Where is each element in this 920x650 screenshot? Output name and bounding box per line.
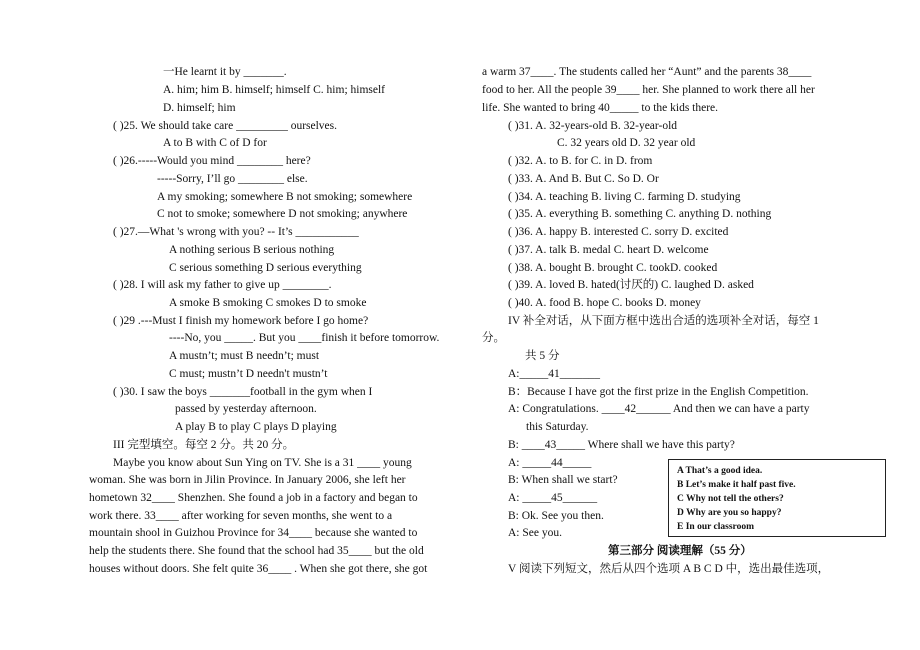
option-c: C Why not tell the others? — [677, 494, 784, 504]
option-d: D Why are you so happy? — [677, 508, 782, 518]
section-iii-heading: III 完型填空。每空 2 分。共 20 分。 — [113, 439, 295, 451]
option-b: B Let’s make it half past five. — [677, 480, 796, 490]
passage-line-3: hometown 32____ Shenzhen. She found a job in a factory and began to — [89, 492, 418, 504]
passage-line-9: food to her. All the people 39____ her. She planned to work there all her — [482, 84, 815, 96]
section-iv-heading: IV 补全对话，从下面方框中选出合适的选项补全对话，每空 1 — [508, 315, 819, 327]
dialog-line-41: A:_____41_______ — [508, 368, 600, 380]
q26-options-cd: C not to smoke; somewhere D not smoking; anywhere — [157, 208, 408, 220]
q29-options-cd: C must; mustn’t D needn't mustn’t — [169, 368, 328, 380]
q40-options: ( )40. A. food B. hope C. books D. money — [508, 297, 701, 309]
q30-options: A play B to play C plays D playing — [175, 421, 337, 433]
q31-options-cd: C. 32 years old D. 32 year old — [557, 137, 696, 149]
passage-line-7: houses without doors. She felt quite 36____ . When she got there, she got — [89, 563, 428, 575]
q28-question: ( )28. I will ask my father to give up ________. — [113, 279, 332, 291]
q25-options: A to B with C of D for — [163, 137, 267, 149]
q26-options-ab: A my smoking; somewhere B not smoking; somewhere — [157, 191, 413, 203]
q31-options-ab: ( )31. A. 32-years-old B. 32-year-old — [508, 120, 678, 132]
q24-options-abc: A. him; him B. himself; himself C. him; himself — [163, 84, 386, 96]
section-iv-heading-cont: 分。 — [482, 332, 505, 344]
dialog-line-45: A: _____45______ — [508, 492, 598, 504]
section-iv-points: 共 5 分 — [525, 350, 560, 362]
dialog-line-44: A: _____44_____ — [508, 457, 592, 469]
q34-options: ( )34. A. teaching B. living C. farming D. studying — [508, 191, 741, 203]
passage-line-5: mountain shool in Guizhou Province for 34____ because she wanted to — [89, 527, 418, 539]
passage-line-4: work there. 33____ after working for seven months, she went to a — [89, 510, 393, 522]
q32-options: ( )32. A. to B. for C. in D. from — [508, 155, 653, 167]
dialog-line-b1: B：Because I have got the first prize in the English Competition. — [508, 386, 809, 398]
passage-line-6: help the students there. She found that the school had 35____ but the old — [89, 545, 424, 557]
dialog-options-box — [668, 459, 886, 537]
q38-options: ( )38. A. bought B. brought C. tookD. cooked — [508, 262, 718, 274]
q29-options-ab: A mustn’t; must B needn’t; must — [169, 350, 320, 362]
q27-options-ab: A nothing serious B serious nothing — [169, 244, 335, 256]
q27-question: ( )27.—What 's wrong with you? -- It’s ___________ — [113, 226, 359, 238]
q30-question: ( )30. I saw the boys _______football in the gym when I — [113, 386, 373, 398]
option-a: A That’s a good idea. — [677, 466, 763, 476]
q28-options: A smoke B smoking C smokes D to smoke — [169, 297, 367, 309]
q24-option-d: D. himself; him — [163, 102, 236, 114]
q26-question: ( )26.-----Would you mind ________ here? — [113, 155, 311, 167]
q35-options: ( )35. A. everything B. something C. anything D. nothing — [508, 208, 772, 220]
section-v-heading: V 阅读下列短文，然后从四个选项 A B C D 中，选出最佳选项， — [508, 563, 830, 575]
passage-line-2: woman. She was born in Jilin Province. In January 2006, she left her — [89, 474, 406, 486]
dialog-line-43: B: ____43_____ Where shall we have this party? — [508, 439, 735, 451]
q27-options-cd: C serious something D serious everything — [169, 262, 362, 274]
dialog-line-a5: A: See you. — [508, 527, 562, 539]
dialog-line-42: A: Congratulations. ____42______ And then we can have a party — [508, 403, 810, 415]
passage-line-1: Maybe you know about Sun Ying on TV. She is a 31 ____ young — [113, 457, 412, 469]
q30-question-cont: passed by yesterday afternoon. — [175, 403, 317, 415]
q24-answer-line: 一He learnt it by _______. — [163, 66, 287, 78]
q37-options: ( )37. A. talk B. medal C. heart D. welcome — [508, 244, 709, 256]
dialog-line-42-cont: this Saturday. — [526, 421, 589, 433]
part-three-heading: 第三部分 阅读理解（55 分） — [608, 545, 752, 557]
dialog-line-b4: B: Ok. See you then. — [508, 510, 604, 522]
q26-reply: -----Sorry, I’ll go ________ else. — [157, 173, 308, 185]
q25-question: ( )25. We should take care _________ ourselves. — [113, 120, 338, 132]
q33-options: ( )33. A. And B. But C. So D. Or — [508, 173, 659, 185]
q29-reply: ----No, you _____. But you ____finish it before tomorrow. — [169, 332, 440, 344]
q39-options: ( )39. A. loved B. hated(讨厌的) C. laughed D. asked — [508, 279, 754, 291]
dialog-line-b3: B: When shall we start? — [508, 474, 618, 486]
q29-question: ( )29 .---Must I finish my homework before I go home? — [113, 315, 369, 327]
q36-options: ( )36. A. happy B. interested C. sorry D. excited — [508, 226, 729, 238]
option-e: E In our classroom — [677, 522, 754, 532]
passage-line-8: a warm 37____. The students called her “Aunt” and the parents 38____ — [482, 66, 812, 78]
passage-line-10: life. She wanted to bring 40_____ to the kids there. — [482, 102, 719, 114]
